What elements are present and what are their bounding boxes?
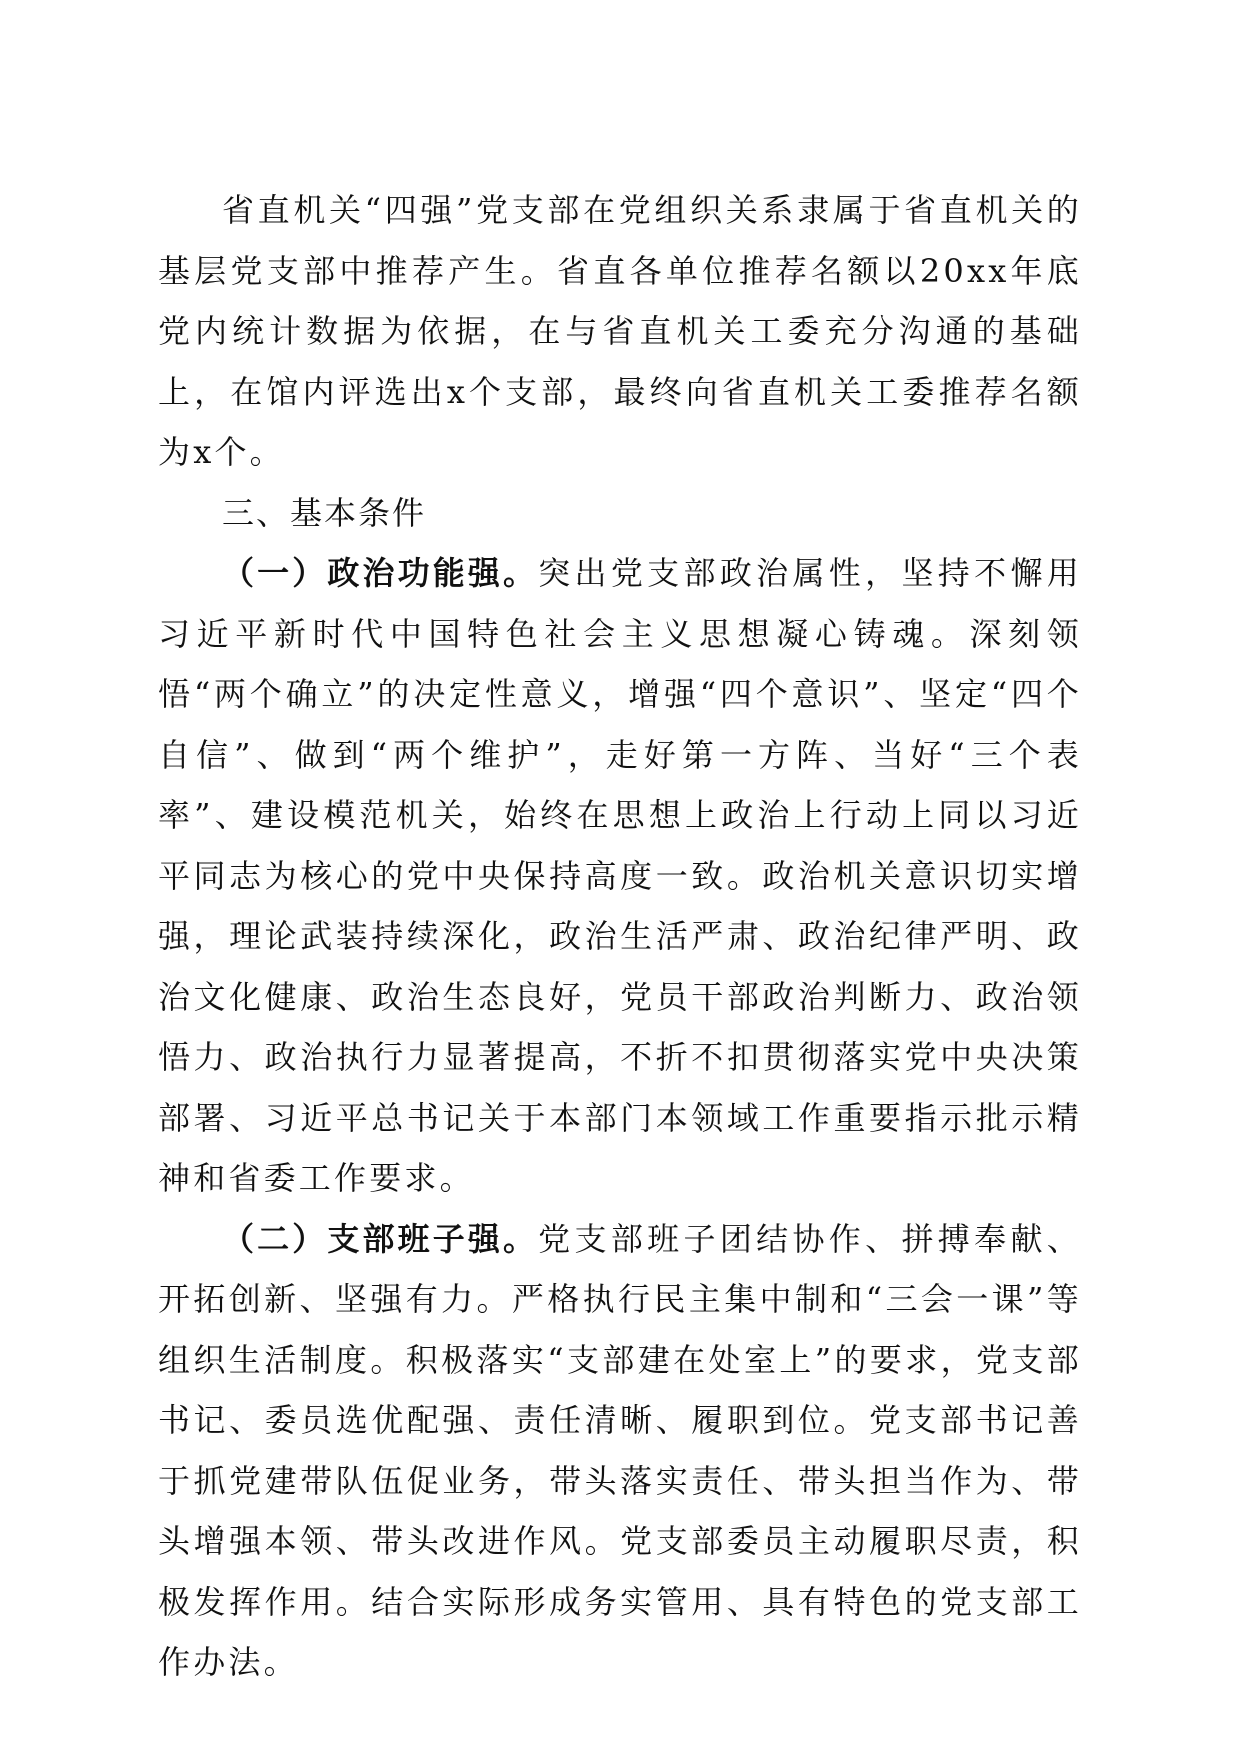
paragraph-text: 省直机关“四强”党支部在党组织关系隶属于省直机关的基层党支部中推荐产生。省直各单位推荐名额以20xx年底党内统计数据为依据，在与省直机关工委充分沟通的基础上，在馆内评选出x个支部，最终向省直机关工委推荐名额为x个。 bbox=[158, 191, 1082, 471]
paragraph-branch-team bbox=[158, 1209, 1082, 1693]
section-heading-basic-conditions bbox=[158, 483, 1082, 544]
paragraph-text: 党支部班子团结协作、拼搏奉献、开拓创新、坚强有力。严格执行民主集中制和“三会一课”等组织生活制度。积极落实“支部建在处室上”的要求，党支部书记、委员选优配强、责任清晰、履职到位。党支部书记善于抓党建带队伍促业务，带头落实责任、带头担当作为、带头增强本领、带头改进作风。党支部委员主动履职尽责，积极发挥作用。结合实际形成务实管用、具有特色的党支部工作办法。 bbox=[158, 1219, 1082, 1681]
document-body bbox=[158, 180, 1082, 1693]
subsection-title: （二）支部班子强。 bbox=[222, 1219, 539, 1258]
subsection-title: （一）政治功能强。 bbox=[222, 554, 539, 592]
paragraph-political-function bbox=[158, 543, 1082, 1209]
section-heading-text: 三、基本条件 bbox=[222, 493, 427, 532]
paragraph-recommendation bbox=[158, 180, 1082, 483]
paragraph-text: 突出党支部政治属性，坚持不懈用习近平新时代中国特色社会主义思想凝心铸魂。深刻领悟“两个确立”的决定性意义，增强“四个意识”、坚定“四个自信”、做到“两个维护”，走好第一方阵、当好“三个表率”、建设模范机关，始终在思想上政治上行动上同以习近平同志为核心的党中央保持高度一致。政治机关意识切实增强，理论武装持续深化，政治生活严肃、政治纪律严明、政治文化健康、政治生态良好，党员干部政治判断力、政治领悟力、政治执行力显著提高，不折不扣贯彻落实党中央决策部署、习近平总书记关于本部门本领域工作重要指示批示精神和省委工作要求。 bbox=[158, 554, 1082, 1197]
